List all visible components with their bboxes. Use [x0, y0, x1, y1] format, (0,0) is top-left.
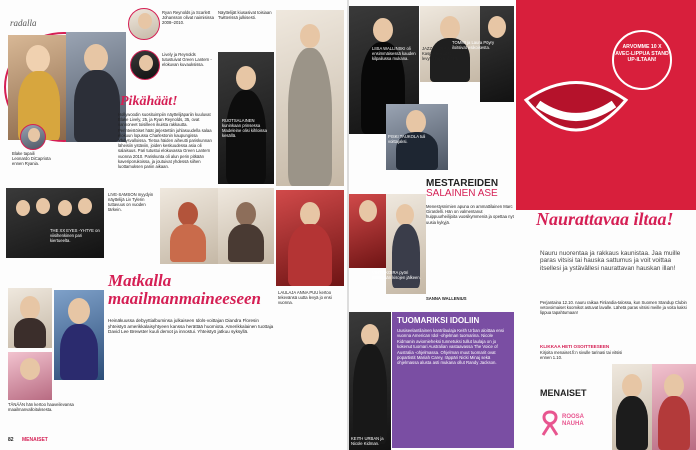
scene-caption: THE XX EYES -YHTYE on viisihenkinen pari kiertueelta. — [50, 228, 100, 243]
laura-caption: LAULAJA ANNA PUU kertoo tekevänsä uutta levyä jo ensi vuonna. — [278, 290, 332, 305]
blake-leo-caption: Blake tapaili Leonardo DiCapriota ennen Ryania. — [12, 151, 51, 166]
cta-heading: KLIKKAA HETI OSOITTEESEEN — [540, 344, 610, 349]
keith-caption: KEITH URBAN ja Nicole Kidman. — [351, 436, 384, 446]
body-tuomariksi: Uusiseelantilainen kantrilaulaja Keith Urban aloittaa ensi vuonna American Idol -ohjelman tuomarina. Nicole Kidmanin aviomieheksi tunnetuksi tullut laulaja on jo kokenut tuomari Australian vastaavassa The Voice of Australia -ohjelmassa. Ohjelman muut tuomarit ovat popartistit Mariah Carey, räppäri Nicki Minaj sekä ohjelmassa alusta asti mukana ollut Randy Jackson. — [397, 328, 505, 366]
prize-circle: ARVOMME 10 X AVEC-LIPPUA STAND UP-ILTAAN! — [612, 30, 672, 90]
roosa-nauha-label: ROOSA NAUHA — [562, 414, 584, 427]
ruotsalainen-caption: RUOTSALAINEN kuninkaan prinsessa Madeleine olisi kihloissa kesällä. — [222, 118, 267, 138]
body-matkalla: Heinäkuussa debyyttialbuminsa julkaiseen Idols-voittajan Diandra Floresin yhteistyö amerikkalaisyhtyeen kanssa herättää huomiota. Amerikkalainen tuottaja David Lee Brewster kuuli demot ja innostui. Yhteistyö jatkuu syksyllä. — [108, 318, 274, 335]
naytteija-caption: Näyttelijät kiusasivat toisiaan Twitterissä julkisesti. — [218, 10, 272, 20]
comedian-1-photo — [612, 364, 652, 450]
toy-photo-2 — [218, 188, 274, 264]
anna-puu-photo — [276, 190, 344, 286]
gown-photo — [276, 10, 344, 186]
ryan-caption: Ryan Reynolds ja Scarlett Johansson olivat naimisissa 2008–2010. — [162, 10, 214, 25]
cta-body: Kirjoita menaiset.fi:n sivulle tarinasi tai vitsisi ennen 1.10. — [540, 350, 623, 361]
comedian-2-photo — [652, 364, 696, 450]
scarlett-circle-photo — [128, 8, 160, 40]
body-mestareiden: Menestysnimien apuna on ammattilainen Marc Girardelli. Hän on valmentanut huippuurheilijoita vuosikymmeniä ja opettaa nyt uusia kykyjä. — [426, 204, 514, 225]
jazz-caption: JAZZ-LAULAJA Iris Kaspi sai uuden levytyssopimuksen. — [422, 46, 459, 61]
body-nauru: Nauru nuorentaa ja rakkaus kaunistaa. Jaa muille paras vitsisi tai hauska sattumus ja voit voittaa itsellesi ja ystävällesi naurattavan hauskan illan! — [540, 250, 681, 272]
label-tuomariksi: TUOMARIKSI IDOLIIN — [397, 316, 480, 325]
red-dress-photo — [349, 194, 387, 268]
leo-circle-photo — [20, 124, 46, 150]
tanja-photo — [54, 290, 104, 380]
body-nauru-small: Perjantaina 12.10. nauru raikaa Finlandia-talossa, kun Suomen Standup Clubin vetovoimaiset koomikot astuvat lavalle. Lähetä paras vitsisi meille ja voita kaksi lippua tapahtumaan! — [540, 300, 687, 316]
headline-matkalla: Matkalla maailmanmaineeseen — [108, 271, 261, 308]
tommi-photo — [480, 6, 514, 102]
green-lantern-circle-photo — [130, 50, 160, 80]
vinttikoira-caption: VINTTIKOIRA pyöri pisimpään kisojen jälkeen. — [372, 270, 421, 280]
brand-left: MENAISET — [22, 437, 48, 443]
tommi-caption: TOMMI ja Laura Pöyry iloitsivat esikoisesta. — [452, 40, 495, 50]
label-salainen: SALAINEN ASE — [426, 188, 498, 199]
label-mestareiden: MESTAREIDEN — [426, 178, 499, 189]
pink-ribbon-icon — [540, 410, 560, 436]
blake-lively-photo — [8, 35, 70, 140]
portrait-girl-photo — [8, 288, 52, 348]
page-number-left: 82 — [8, 437, 14, 443]
reindeer-toy-photo — [160, 188, 218, 264]
lively-caption: Lively ja Reynolds tutustuivat Green Lantern -elokuvan kuvauksissa. — [162, 52, 212, 67]
keith-urban-photo — [349, 312, 391, 450]
section-tag: radalla — [10, 18, 37, 28]
body-pikahaat: Hollywoodin suosituimpiin näyttelijäpariin kuuluvat Blake Lively, 25, ja Ryan Reynolds, 35, ovat vannoneet toisilleen ikuista rakkautta. Perinteistöiset häät järjestettiin juhlasuudella salaa elokuun lopussa Charlestonin kaupungissa Yhdysvalloissa. Tietoa häiden aiheutti pariskunnan läheisiin ystäviin, joiden keskuudessa asia oli salaisuus. Pari tutustui elokuvassa Green Lantern vuonna 2010. Pariskunta oli alun perin pitkään kaveriporukoissa, ja joutuivat yhdessä siihen luottamuksen pariin aikaan. — [118, 112, 212, 170]
headline-pikahaat: Pikähäät! — [120, 94, 178, 109]
ryan-reynolds-photo — [66, 32, 126, 142]
tanja-caption: TÄNÄÄN hän kertoo haaveilevansa maailmanvalloituksesta. — [8, 402, 74, 412]
menaiset-label: MENAISET — [540, 388, 587, 398]
headline-nauru: Naurattavaa iltaa! — [536, 209, 674, 229]
piskuset-caption: PISKI TAUKOLA tuli voittajaksi. — [388, 134, 426, 144]
sanna-caption: SANNA WALLENIUS — [426, 296, 467, 301]
portrait-girl-2-photo — [8, 352, 52, 400]
band-photo — [6, 188, 104, 258]
liv-caption: LIVE-SAMSON myydyin näyttelijä Liv Tylerin tuttavuus on vuoden tärkein. — [108, 192, 154, 212]
liisa-caption: LIISA WALLINSKI oli ensimmäisessä kauden kilpailussa mukana. — [372, 46, 416, 61]
